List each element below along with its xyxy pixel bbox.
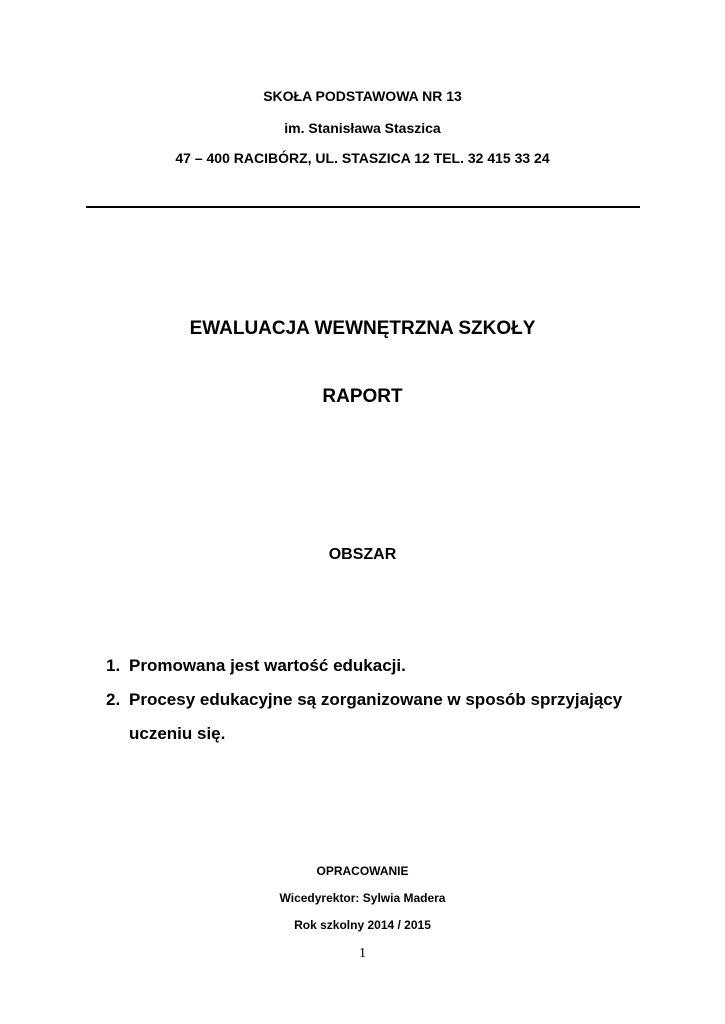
footer-year: Rok szkolny 2014 / 2015 <box>294 918 431 932</box>
document-subtitle: RAPORT <box>322 386 403 407</box>
footer-label: OPRACOWANIE <box>316 864 409 878</box>
list-item-number: 1. <box>106 656 121 675</box>
list-item <box>106 683 646 751</box>
list-item-text: Procesy edukacyjne są zorganizowane w sposób sprzyjający uczeniu się. <box>129 690 623 743</box>
list-item-text: Promowana jest wartość edukacji. <box>129 656 406 675</box>
list-item-number: 2. <box>106 690 121 709</box>
section-label: OBSZAR <box>328 546 397 563</box>
school-patron: im. Stanisława Staszica <box>284 120 441 136</box>
school-address: 47 – 400 RACIBÓRZ, UL. STASZICA 12 TEL. 32 415 33 24 <box>175 150 550 166</box>
header-divider <box>86 206 640 208</box>
areas-list <box>106 649 646 751</box>
page-number: 1 <box>359 946 366 961</box>
footer-author: Wicedyrektor: Sylwia Madera <box>279 891 446 905</box>
list-item <box>106 649 646 683</box>
document-title: EWALUACJA WEWNĘTRZNA SZKOŁY <box>189 318 536 339</box>
school-name: SKOŁA PODSTAWOWA NR 13 <box>263 88 462 104</box>
